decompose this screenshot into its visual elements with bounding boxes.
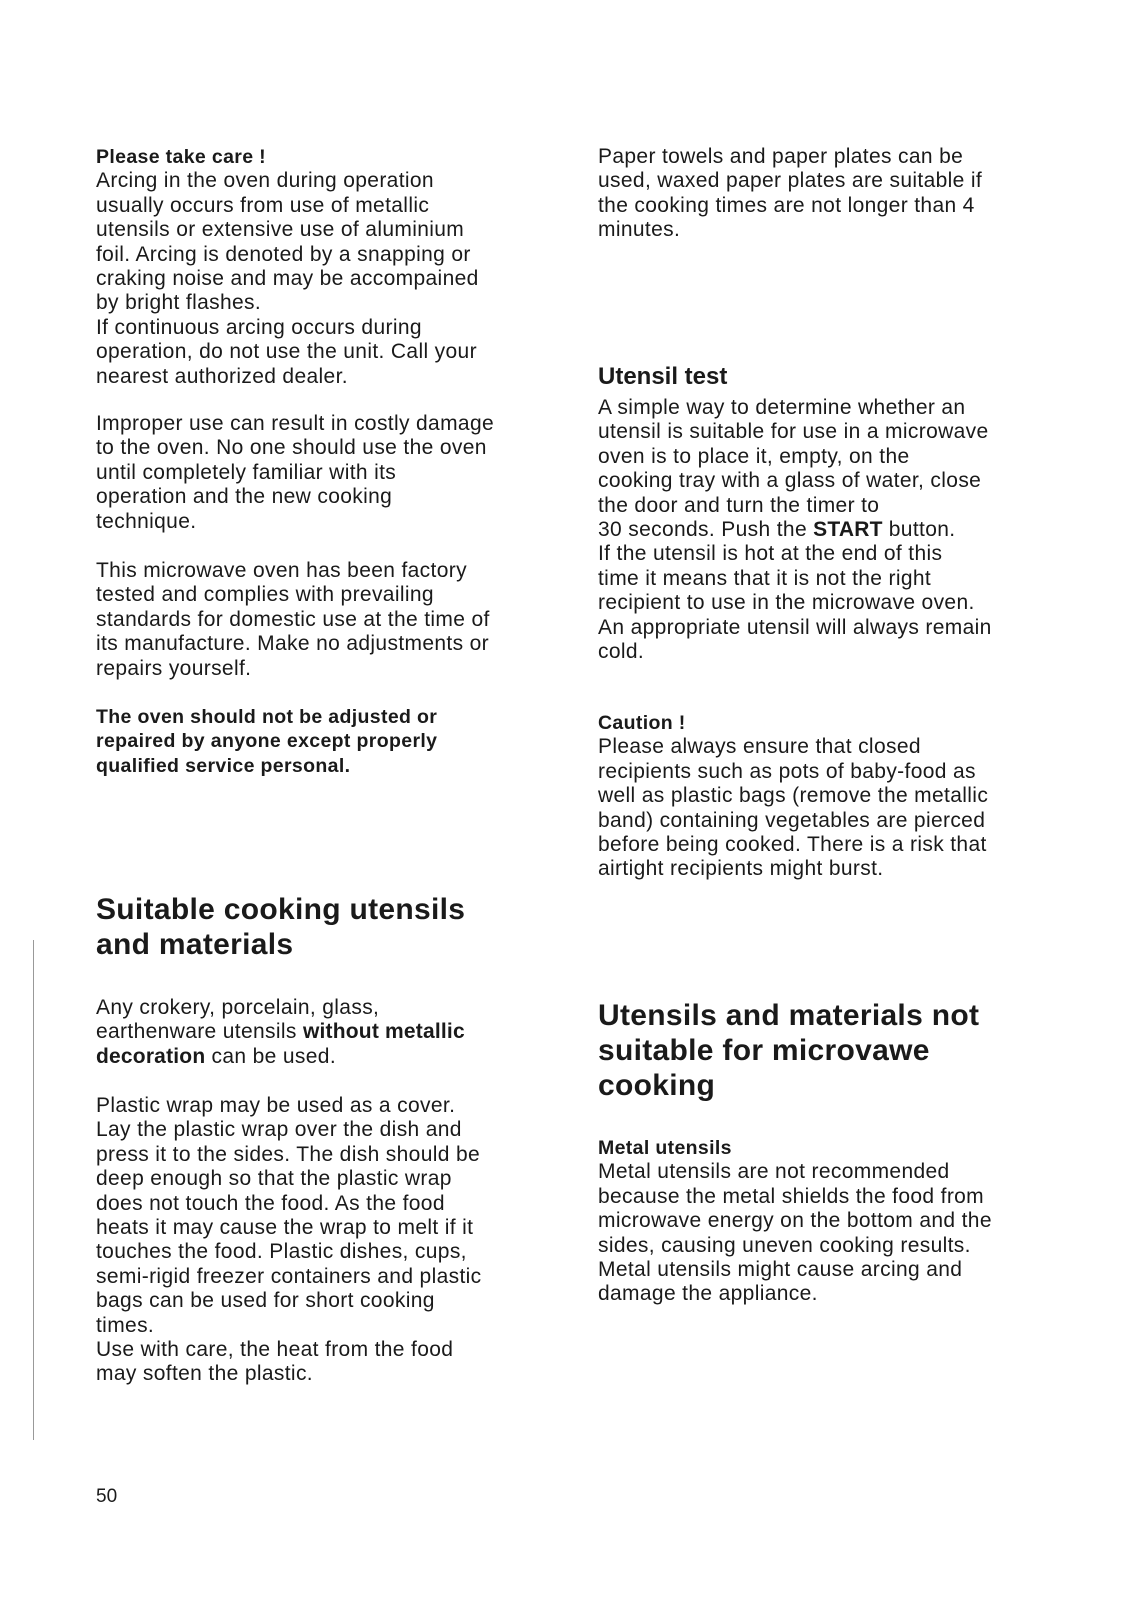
text-line: before being cooked. There is a risk that	[598, 833, 987, 857]
paper-towels-paragraph	[598, 145, 982, 243]
please-take-care-section	[96, 145, 479, 389]
text-line: to the oven. No one should use the oven	[96, 436, 487, 460]
text-line: operation, do not use the unit. Call your	[96, 340, 477, 364]
heading-line: suitable for microvawe	[598, 1034, 930, 1067]
text-line: foil. Arcing is denoted by a snapping or	[96, 242, 471, 266]
bold-text: decoration	[96, 1044, 206, 1068]
subheading-line: The oven should not be adjusted or	[96, 706, 438, 728]
heading-line: Suitable cooking utensils	[96, 893, 466, 926]
text-line: 30 seconds. Push the START button.	[598, 518, 956, 542]
scan-margin-line	[33, 940, 34, 1440]
text-line: If the utensil is hot at the end of this	[598, 542, 943, 566]
factory-tested-paragraph	[96, 559, 490, 681]
bold-text: without metallic	[302, 1020, 465, 1044]
text-line: A simple way to determine whether an	[598, 396, 966, 419]
text-line: may soften the plastic.	[96, 1362, 313, 1386]
metal-utensils-section	[598, 1136, 992, 1307]
text-line: used, waxed paper plates are suitable if	[598, 169, 983, 193]
text-line: the cooking times are not longer than 4	[598, 193, 975, 217]
text-line: Improper use can result in costly damage	[96, 412, 495, 435]
text-line: does not touch the food. As the food	[96, 1191, 445, 1215]
heading-line: cooking	[598, 1069, 716, 1102]
text-line: earthenware utensils without metallic	[96, 1020, 465, 1044]
heading-line: Utensils and materials not	[598, 999, 980, 1032]
text-line: recipient to use in the microwave oven.	[598, 591, 975, 615]
text-line: airtight recipients might burst.	[598, 857, 884, 881]
text-line: deep enough so that the plastic wrap	[96, 1167, 452, 1191]
crockery-paragraph	[96, 996, 465, 1069]
text-line: usually occurs from use of metallic	[96, 193, 430, 217]
subheading-line: Caution !	[598, 712, 686, 734]
subheading-line: Metal utensils	[598, 1137, 732, 1159]
text-line: damage the appliance.	[598, 1282, 818, 1306]
text-line: recipients such as pots of baby-food as	[598, 759, 976, 783]
plastic-wrap-paragraph	[96, 1094, 482, 1387]
utensil-test-heading: Utensil test	[598, 363, 728, 390]
text-line: Plastic wrap may be used as a cover.	[96, 1094, 456, 1117]
page-number: 50	[96, 1486, 118, 1507]
subheading-line: qualified service personal.	[96, 754, 351, 777]
text-line: microwave energy on the bottom and the	[598, 1209, 992, 1233]
text-line: Lay the plastic wrap over the dish and	[96, 1118, 462, 1142]
text-line: Metal utensils might cause arcing and	[598, 1258, 963, 1282]
caution-section	[598, 711, 988, 882]
text-line: cold.	[598, 640, 645, 664]
text-line: its manufacture. Make no adjustments or	[96, 632, 489, 656]
text-line: the door and turn the timer to	[598, 493, 880, 517]
text-line: bags can be used for short cooking	[96, 1289, 435, 1313]
text-line: craking noise and may be accompained	[96, 267, 479, 291]
not-suitable-heading	[598, 998, 979, 1103]
text-line: This microwave oven has been factory	[96, 559, 467, 582]
text-line: cooking tray with a glass of water, close	[598, 469, 982, 493]
suitable-utensils-heading	[96, 892, 465, 962]
text-line: Arcing in the oven during operation	[96, 169, 434, 193]
text-line: sides, causing uneven cooking results.	[598, 1233, 971, 1257]
text-line: oven is to place it, empty, on the	[598, 444, 910, 468]
text-line: operation and the new cooking	[96, 485, 393, 509]
bold-text: START	[813, 518, 883, 542]
text-line: Use with care, the heat from the food	[96, 1338, 454, 1362]
text-line: band) containing vegetables are pierced	[598, 808, 986, 832]
text-line: technique.	[96, 509, 197, 533]
text-line: nearest authorized dealer.	[96, 364, 348, 388]
subheading-line: Please take care !	[96, 146, 267, 168]
text-line: If continuous arcing occurs during	[96, 315, 422, 339]
text-line: minutes.	[598, 218, 681, 242]
text-line: Metal utensils are not recommended	[598, 1160, 950, 1184]
text-line: time it means that it is not the right	[598, 566, 932, 590]
text-line: utensils or extensive use of aluminium	[96, 218, 465, 242]
heading-line: and materials	[96, 928, 294, 961]
text-line: decoration can be used.	[96, 1044, 337, 1068]
text-line: times.	[96, 1313, 155, 1337]
subheading-line: repaired by anyone except properly	[96, 730, 438, 753]
text-line: by bright flashes.	[96, 291, 262, 315]
text-line: well as plastic bags (remove the metallic	[598, 784, 989, 808]
text-line: until completely familiar with its	[96, 460, 397, 484]
text-line: Any crokery, porcelain, glass,	[96, 996, 380, 1019]
text-line: tested and complies with prevailing	[96, 583, 434, 607]
improper-use-paragraph	[96, 412, 494, 534]
text-line: heats it may cause the wrap to melt if it	[96, 1216, 474, 1240]
text-line: standards for domestic use at the time of	[96, 607, 490, 631]
text-line: Please always ensure that closed	[598, 735, 921, 759]
text-line: An appropriate utensil will always remain	[598, 615, 992, 639]
text-line: touches the food. Plastic dishes, cups,	[96, 1240, 467, 1264]
text-line: utensil is suitable for use in a microwave	[598, 420, 989, 444]
text-line: press it to the sides. The dish should be	[96, 1142, 481, 1166]
text-line: semi-rigid freezer containers and plastic	[96, 1264, 482, 1288]
service-warning-paragraph	[96, 705, 437, 778]
text-line: repairs yourself.	[96, 656, 252, 680]
text-line: because the metal shields the food from	[598, 1184, 985, 1208]
utensil-test-paragraph	[598, 396, 992, 664]
text-line: Paper towels and paper plates can be	[598, 145, 964, 168]
